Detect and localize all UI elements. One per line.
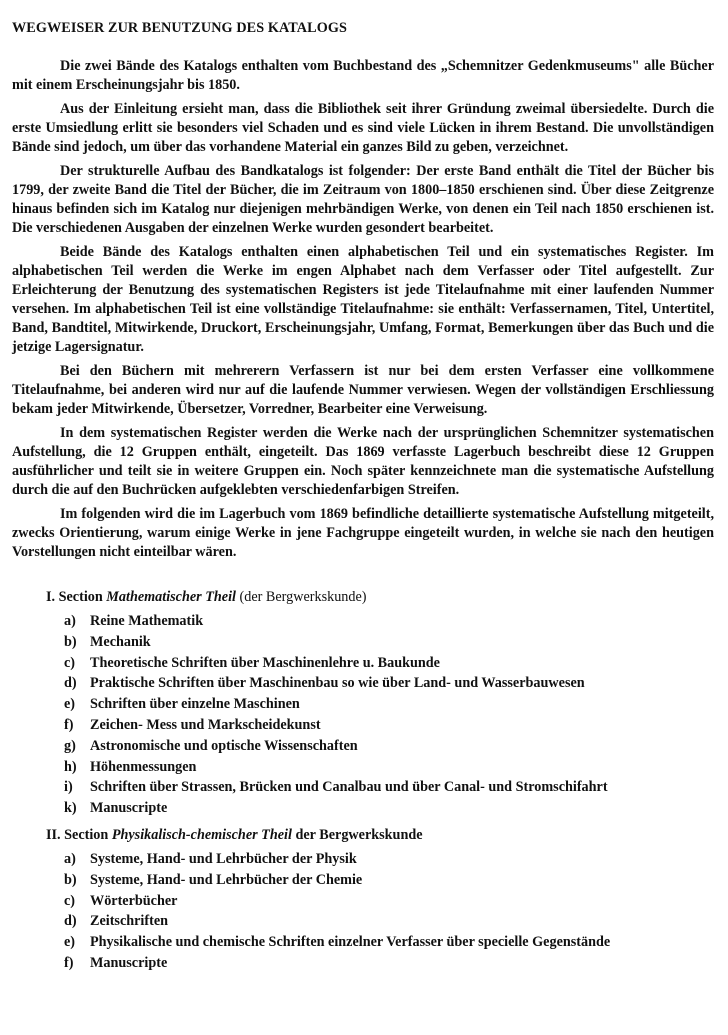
section-heading bbox=[46, 587, 714, 607]
item-marker: c) bbox=[64, 892, 76, 909]
list-item bbox=[64, 715, 714, 736]
list-item bbox=[64, 757, 714, 778]
section-item-list bbox=[64, 849, 714, 974]
paragraph: Die zwei Bände des Katalogs enthalten vom Buchbestand des „Schemnitzer Gedenkmuseums" alle Bücher mit einem Erscheinungsjahr bis 1850. bbox=[12, 58, 714, 93]
list-item bbox=[64, 870, 714, 891]
item-text: Physikalische und chemische Schriften einzelner Verfasser über specielle Gegenstände bbox=[90, 934, 611, 951]
item-marker: b) bbox=[64, 871, 77, 888]
item-marker: h) bbox=[64, 758, 77, 775]
list-item bbox=[64, 849, 714, 870]
item-text: Wörterbücher bbox=[90, 892, 178, 909]
item-marker: i) bbox=[64, 779, 73, 796]
item-marker: d) bbox=[64, 913, 77, 930]
item-text: Manuscripte bbox=[90, 954, 168, 971]
section-item-list bbox=[64, 611, 714, 819]
section-suffix: der Bergwerkskunde bbox=[295, 826, 423, 843]
item-marker: f) bbox=[64, 716, 74, 733]
item-text: Praktische Schriften über Maschinenbau so wie über Land- und Wasserbauwesen bbox=[90, 675, 585, 692]
section-suffix: (der Bergwerkskunde) bbox=[239, 589, 367, 605]
item-text: Zeichen- Mess und Markscheidekunst bbox=[90, 716, 321, 733]
item-text: Manuscripte bbox=[90, 800, 168, 817]
item-text: Systeme, Hand- und Lehrbücher der Chemie bbox=[90, 871, 363, 888]
list-item bbox=[64, 932, 714, 953]
item-marker: a) bbox=[64, 850, 76, 867]
list-item bbox=[64, 632, 714, 653]
paragraph: In dem systematischen Register werden die Werke nach der ursprünglichen Schemnitzer systematischen Aufstellung, die 12 Gruppen enthält, eingeteilt. Das 1869 verfasste Lagerbuch beschreibt diese 12 Gruppen ausführlicher und teilt sie in weitere Gruppen ein. Noch später kennzeichnete man die systematische Aufstellung durch die auf den Buchrücken aufgeklebten verschiedenfarbigen Streifen. bbox=[12, 425, 714, 498]
list-item bbox=[64, 673, 714, 694]
document-title: WEGWEISER ZUR BENUTZUNG DES KATALOGS bbox=[12, 20, 347, 36]
section-name: Physikalisch-chemischer Theil bbox=[111, 826, 292, 843]
list-item bbox=[64, 777, 714, 798]
item-marker: a) bbox=[64, 613, 76, 629]
list-item bbox=[64, 611, 714, 632]
item-marker: k) bbox=[64, 800, 77, 817]
list-item bbox=[64, 953, 714, 974]
item-marker: g) bbox=[64, 737, 76, 754]
item-marker: d) bbox=[64, 675, 77, 692]
item-marker: e) bbox=[64, 696, 76, 713]
list-item bbox=[64, 736, 714, 757]
section-number: I. Section bbox=[46, 589, 103, 605]
item-marker: f) bbox=[64, 954, 74, 971]
item-text: Reine Mathematik bbox=[90, 613, 204, 629]
item-text: Schriften über einzelne Maschinen bbox=[90, 696, 300, 713]
section-number: II. Section bbox=[46, 826, 109, 843]
item-text: Schriften über Strassen, Brücken und Canalbau und über Canal- und Stromschifahrt bbox=[90, 779, 608, 796]
list-item bbox=[64, 694, 714, 715]
paragraph: Im folgenden wird die im Lagerbuch vom 1869 befindliche detaillierte systematische Aufstellung mitgeteilt, zwecks Orientierung, warum einige Werke in jene Fachgruppe eingeteilt wurden, in welche sie nach den heutigen Vorstellungen nicht einteilbar wären. bbox=[12, 506, 714, 560]
list-item bbox=[64, 653, 714, 674]
list-item bbox=[64, 911, 714, 932]
paragraph: Der strukturelle Aufbau des Bandkatalogs ist folgender: Der erste Band enthält die Titel der Bücher bis 1799, der zweite Band die Titel der Bücher, die im Zeitraum von 1800–1850 erschienen sind. Über diese Zeitgrenze hinaus befinden sich im Katalog nur diejenigen mehrbändigen Werke, von denen ein Teil nach 1850 erschienen ist. Die verschiedenen Ausgaben der einzelnen Werke wurden gesondert bearbeitet. bbox=[12, 163, 714, 236]
item-marker: b) bbox=[64, 633, 77, 650]
item-text: Zeitschriften bbox=[90, 913, 169, 930]
item-text: Mechanik bbox=[90, 633, 151, 650]
section-name: Mathematischer Theil bbox=[106, 589, 236, 605]
section-heading bbox=[46, 825, 714, 845]
item-text: Systeme, Hand- und Lehrbücher der Physik bbox=[90, 850, 357, 867]
item-marker: c) bbox=[64, 654, 76, 671]
list-item bbox=[64, 891, 714, 912]
item-text: Höhenmessungen bbox=[90, 758, 197, 775]
paragraph: Beide Bände des Katalogs enthalten einen alphabetischen Teil und ein systematisches Register. Im alphabetischen Teil werden die Werke im engen Alphabet nach dem Verfasser oder Titel aufgestellt. Zur Erleichterung der Benutzung des systematischen Registers ist jede Titelaufnahme mit einer laufenden Nummer versehen. Im alphabetischen Teil ist eine vollständige Titelaufnahme: sie enthält: Verfassernamen, Titel, Untertitel, Band, Bandtitel, Mitwirkende, Druckort, Erscheinungsjahr, Umfang, Format, Bemerkungen über das Buch und die jetzige Lagersignatur. bbox=[12, 244, 714, 355]
item-text: Theoretische Schriften über Maschinenlehre u. Baukunde bbox=[90, 654, 440, 671]
item-marker: e) bbox=[64, 934, 76, 951]
item-text: Astronomische und optische Wissenschaften bbox=[90, 737, 358, 754]
list-item bbox=[64, 798, 714, 819]
paragraph: Aus der Einleitung ersieht man, dass die Bibliothek seit ihrer Gründung zweimal übersiedelte. Durch die erste Umsiedlung erlitt sie besonders viel Schaden und es sind viele Lücken in ihrem Bestand. Die unvollständigen Bände sind jedoch, um über das vorhandene Material ein ganzes Bild zu geben, verzeichnet. bbox=[12, 101, 714, 155]
paragraph: Bei den Büchern mit mehrerern Verfassern ist nur bei dem ersten Verfasser eine vollkommene Titelaufnahme, bei anderen wird nur auf die laufende Nummer verwiesen. Wegen der vollständigen Erschliessung bekam jeder Mitwirkende, Übersetzer, Vorredner, Bearbeiter eine Verweisung. bbox=[12, 363, 714, 417]
